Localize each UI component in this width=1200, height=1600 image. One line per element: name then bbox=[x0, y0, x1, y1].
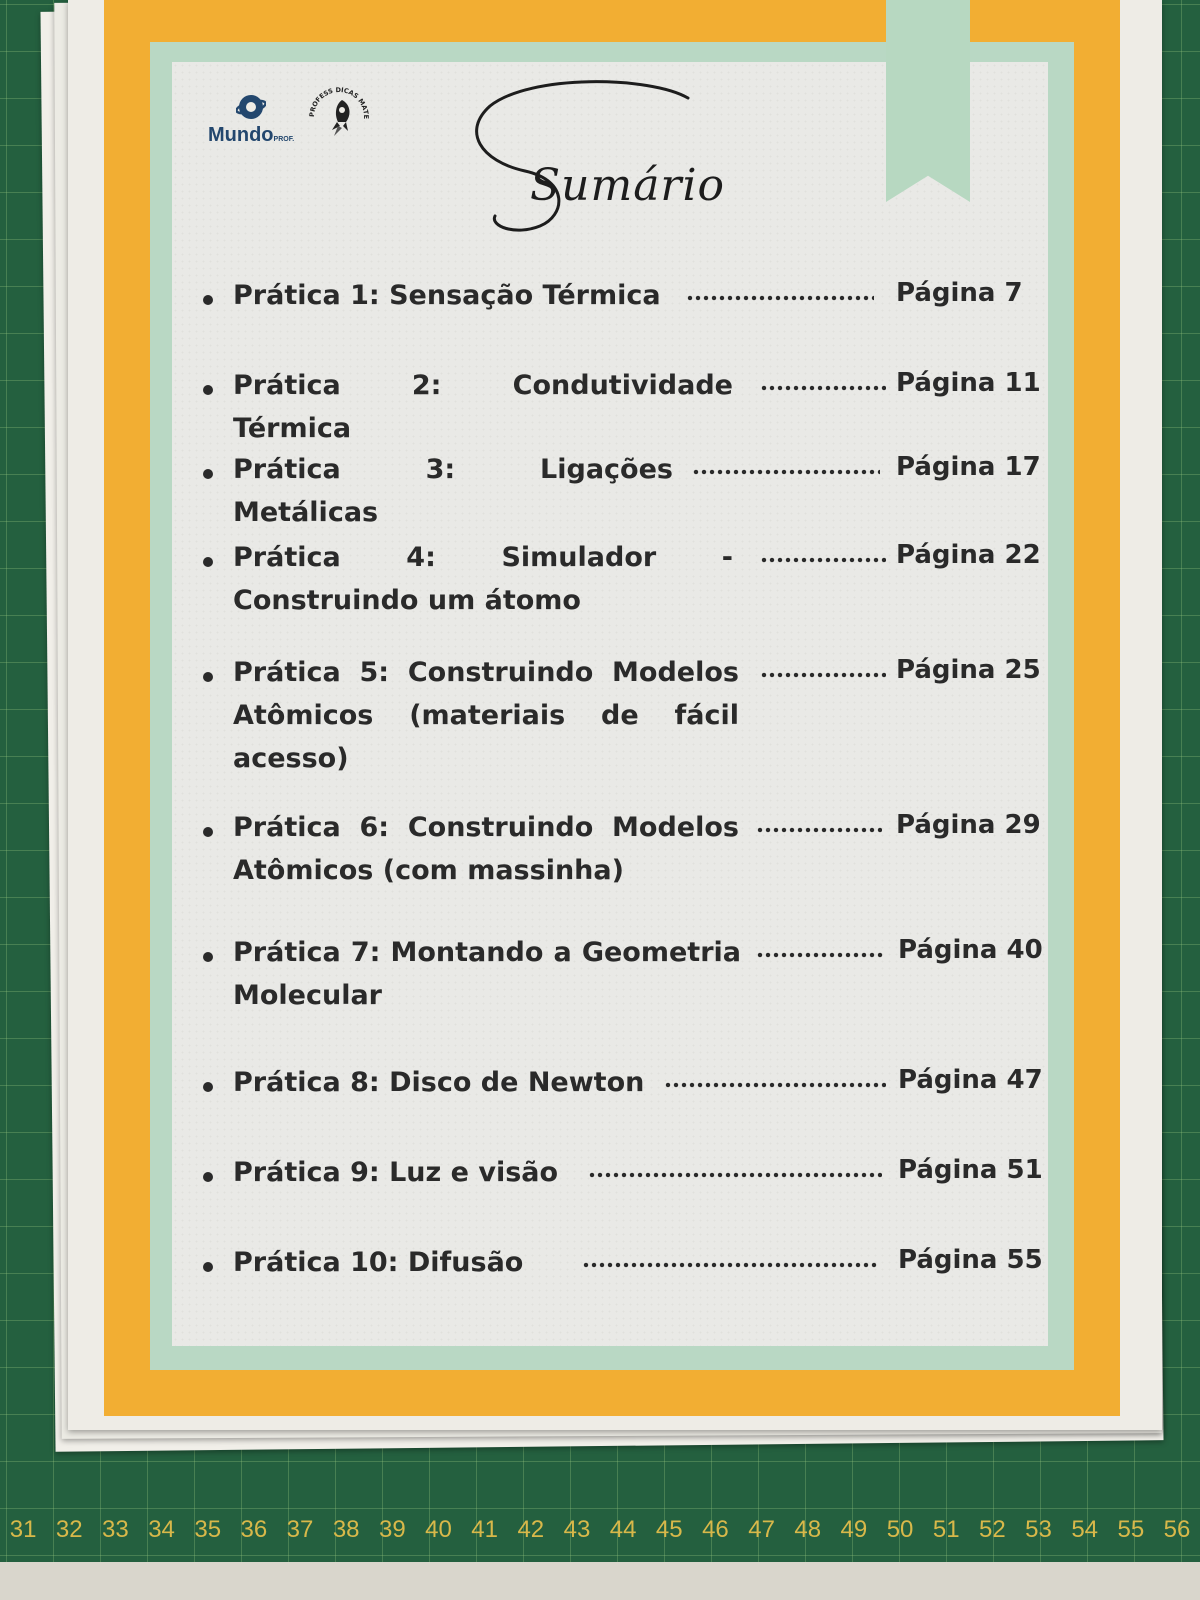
ruler-number: 54 bbox=[1071, 1516, 1099, 1543]
bullet-icon bbox=[203, 469, 213, 479]
toc-entry-label: Prática 9: Luz e visão bbox=[233, 1157, 559, 1188]
bullet-icon bbox=[203, 1262, 213, 1272]
toc-entry-page: Página 17 bbox=[896, 452, 1041, 482]
toc-entry-label: Prática 2: Condutividade Térmica bbox=[233, 370, 733, 444]
bullet-icon bbox=[203, 385, 213, 395]
dot-leader bbox=[760, 671, 886, 679]
ruler-number: 46 bbox=[702, 1516, 729, 1543]
bullet-icon bbox=[203, 952, 213, 962]
dot-leader bbox=[756, 951, 884, 959]
professdicas-logo bbox=[304, 82, 374, 152]
globe-icon bbox=[236, 92, 266, 122]
toc-entry-label: Prática 5: Construindo Modelos Atômicos (materiais de fácil acesso) bbox=[233, 657, 739, 774]
dot-leader bbox=[582, 1261, 878, 1269]
ruler-number: 52 bbox=[979, 1516, 1006, 1543]
toc-entry-page: Página 29 bbox=[896, 810, 1041, 840]
toc-entry-page: Página 51 bbox=[898, 1155, 1043, 1185]
ruler-number: 41 bbox=[471, 1516, 498, 1543]
dot-leader bbox=[760, 384, 886, 392]
mundo-prof-logo bbox=[208, 88, 295, 156]
ruler-number: 40 bbox=[425, 1516, 452, 1543]
table-surface bbox=[0, 1562, 1200, 1600]
ruler-number: 32 bbox=[55, 1516, 83, 1543]
toc-entry-label: Prática 7: Montando a Geometria Molecular bbox=[233, 937, 741, 1011]
ruler-number: 55 bbox=[1117, 1516, 1145, 1543]
toc-entry-label: Prática 6: Construindo Modelos Atômicos (com massinha) bbox=[233, 812, 739, 886]
ruler-number: 49 bbox=[840, 1516, 868, 1543]
bullet-icon bbox=[203, 295, 213, 305]
toc-entry-label: Prática 8: Disco de Newton bbox=[233, 1067, 645, 1098]
dot-leader bbox=[664, 1081, 886, 1089]
page-title: Sumário bbox=[530, 160, 726, 211]
bookmark-ribbon bbox=[886, 0, 970, 202]
rocket-logo-text: PROFESS DICAS MATE bbox=[307, 85, 371, 120]
ruler-number: 36 bbox=[240, 1516, 268, 1543]
dot-leader bbox=[686, 294, 874, 302]
toc-entry-label: Prática 4: Simulador - Construindo um átomo bbox=[233, 542, 733, 616]
rocket-icon bbox=[304, 82, 374, 152]
ruler-number: 34 bbox=[148, 1516, 175, 1543]
bullet-icon bbox=[203, 672, 213, 682]
bullet-icon bbox=[203, 827, 213, 837]
mundo-logo-text: MundoPROF. bbox=[208, 124, 295, 146]
ruler-number: 35 bbox=[194, 1516, 222, 1543]
ruler-number: 56 bbox=[1163, 1516, 1191, 1543]
ruler-number: 43 bbox=[563, 1516, 591, 1543]
toc-entry-label: Prática 3: Ligações Metálicas bbox=[233, 454, 673, 528]
toc-entry-page: Página 7 bbox=[896, 278, 1023, 308]
ruler-number: 53 bbox=[1025, 1516, 1052, 1543]
ruler-number: 39 bbox=[378, 1516, 406, 1543]
ruler-number: 37 bbox=[286, 1516, 314, 1543]
dot-leader bbox=[692, 468, 880, 476]
bullet-icon bbox=[203, 1082, 213, 1092]
ruler-number: 33 bbox=[102, 1516, 129, 1543]
toc-entry-page: Página 40 bbox=[898, 935, 1043, 965]
toc-entry-page: Página 25 bbox=[896, 655, 1041, 685]
toc-entry-page: Página 47 bbox=[898, 1065, 1043, 1095]
bullet-icon bbox=[203, 1172, 213, 1182]
toc-entry-page: Página 11 bbox=[896, 368, 1041, 398]
toc-entry-label: Prática 1: Sensação Térmica bbox=[233, 280, 661, 311]
ruler-number: 47 bbox=[748, 1516, 775, 1543]
toc-entry-page: Página 55 bbox=[898, 1245, 1043, 1275]
ruler-number: 44 bbox=[609, 1516, 637, 1543]
ruler-number: 45 bbox=[655, 1516, 683, 1543]
toc-entry-page: Página 22 bbox=[896, 540, 1041, 570]
bullet-icon bbox=[203, 557, 213, 567]
dot-leader bbox=[588, 1171, 882, 1179]
ruler-number: 48 bbox=[794, 1516, 822, 1543]
ruler-number: 50 bbox=[886, 1516, 914, 1543]
toc-entry-label: Prática 10: Difusão bbox=[233, 1247, 524, 1278]
ruler-number: 51 bbox=[932, 1516, 960, 1543]
ruler-scale bbox=[0, 1508, 1200, 1552]
ruler-number: 38 bbox=[332, 1516, 360, 1543]
ruler-number: 42 bbox=[517, 1516, 545, 1543]
dot-leader bbox=[760, 556, 886, 564]
ruler-number: 31 bbox=[9, 1516, 37, 1543]
dot-leader bbox=[756, 826, 882, 834]
